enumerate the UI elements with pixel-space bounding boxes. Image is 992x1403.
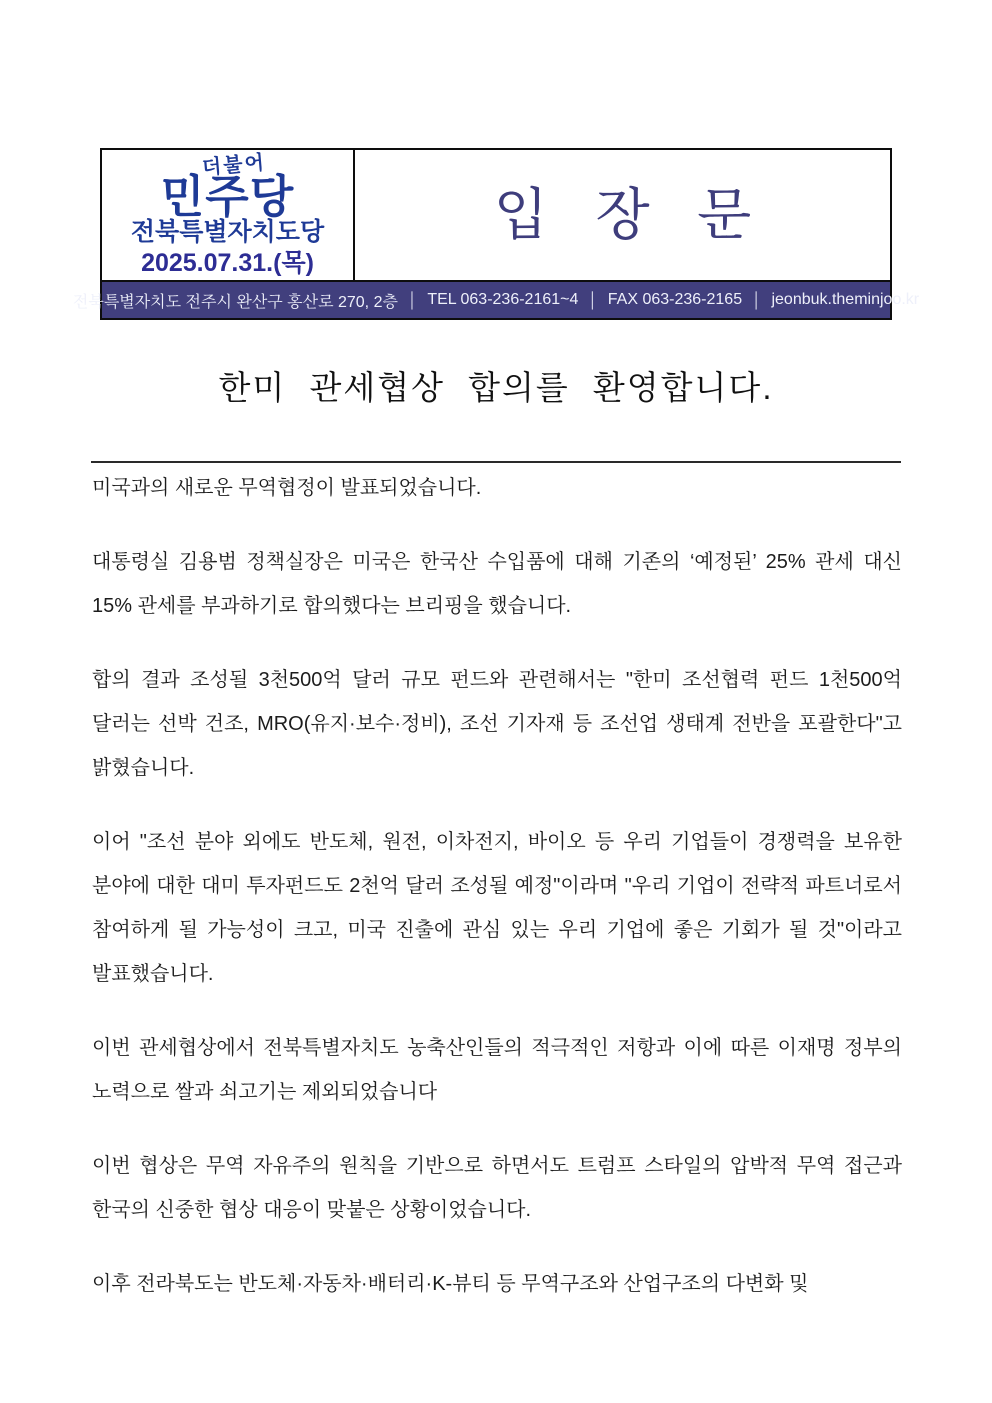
fax-text: FAX 063-236-2165 bbox=[607, 291, 743, 308]
logo-script-text: 더불어 bbox=[200, 152, 267, 180]
paragraph-7: 이후 전라북도는 반도체·자동차·배터리·K-뷰티 등 무역구조와 산업구조의 다변화 및 bbox=[92, 1273, 809, 1295]
separator: │ bbox=[407, 291, 418, 309]
document-type-cell bbox=[355, 150, 890, 280]
paragraph-4: 이어 "조선 분야 외에도 반도체, 원전, 이차전지, 바이오 등 우리 기업들이 경쟁력을 보유한 분야에 대한 대미 투자펀드도 2천억 달러 조성될 예정"이라며 "우리 기업이 전략적 파트너로서 참여하게 될 가능성이 크고, 미국 진출에 관심 있는 우리 기업에 좋은 기회가 될 것"이라고 발표했습니다. bbox=[92, 831, 902, 985]
letterhead bbox=[72, 148, 920, 320]
paragraph-2: 대통령실 김용범 정책실장은 미국은 한국산 수입품에 대해 기존의 ‘예정된’ 25% 관세 대신 15% 관세를 부과하기로 합의했다는 브리핑을 했습니다. bbox=[92, 551, 902, 617]
logo-branch-name: 전북특별자치도당 bbox=[130, 218, 325, 247]
statement-body bbox=[92, 466, 902, 1336]
statement-title: 한미 관세협상 합의를 환영합니다. bbox=[218, 369, 774, 406]
separator: │ bbox=[752, 291, 762, 309]
paragraph-1: 미국과의 새로운 무역협정이 발표되었습니다. bbox=[92, 477, 482, 499]
party-logo bbox=[102, 150, 355, 280]
logo-party-name: 민주당 bbox=[160, 171, 295, 223]
paragraph-6: 이번 협상은 무역 자유주의 원칙을 기반으로 하면서도 트럼프 스타일의 압박적 무역 접근과 한국의 신중한 협상 대응이 맞붙은 상황이었습니다. bbox=[92, 1155, 902, 1221]
contact-bar bbox=[72, 280, 920, 318]
website-text: jeonbuk.theminjoo.kr bbox=[771, 291, 920, 308]
address-text: 전북특별자치도 전주시 완산구 홍산로 270, 2층 bbox=[72, 293, 398, 311]
tel-text: TEL 063-236-2161~4 bbox=[427, 291, 579, 308]
document-type-label: 입 장 문 bbox=[493, 183, 760, 246]
paragraph-5: 이번 관세협상에서 전북특별자치도 농축산인들의 적극적인 저항과 이에 따른 이재명 정부의 노력으로 쌀과 쇠고기는 제외되었습니다 bbox=[92, 1037, 902, 1103]
separator: │ bbox=[588, 291, 598, 309]
letterhead-top-row bbox=[102, 150, 890, 280]
divider-line bbox=[91, 461, 901, 463]
paragraph-3: 합의 결과 조성될 3천500억 달러 규모 펀드와 관련해서는 "한미 조선협력 펀드 1천500억 달러는 선박 건조, MRO(유지·보수·정비), 조선 기자재 등 조선업 생태계 전반을 포괄한다"고 밝혔습니다. bbox=[92, 669, 902, 779]
document-date: 2025.07.31.(목) bbox=[141, 248, 314, 277]
